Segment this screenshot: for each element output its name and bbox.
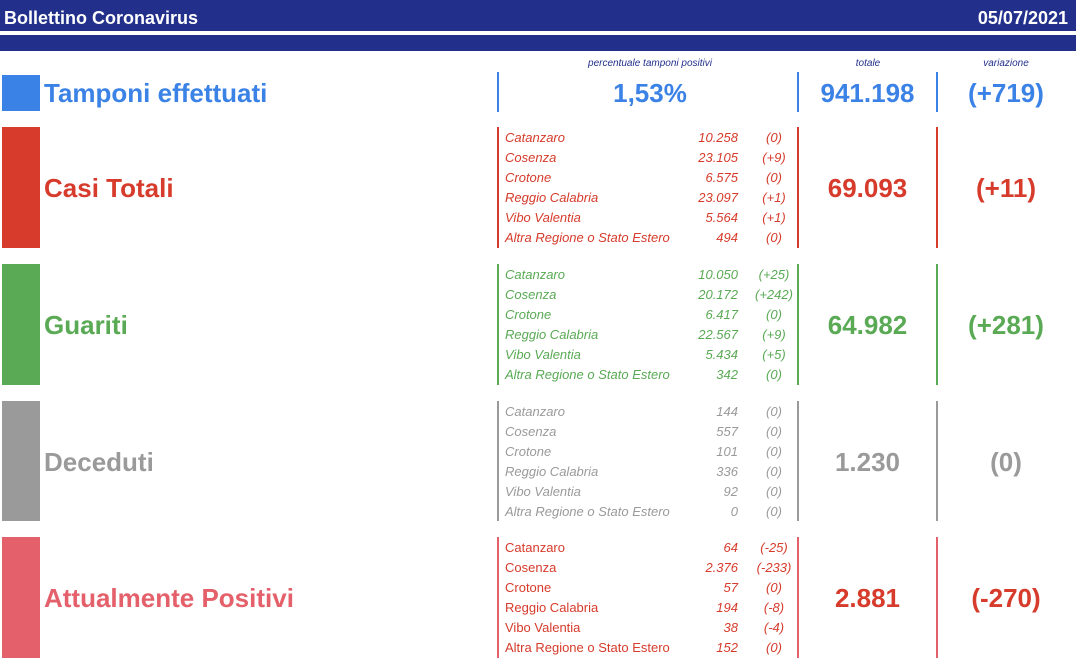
deceduti-total: 1.230 — [834, 447, 901, 477]
list-item — [505, 327, 795, 347]
province-value: 342 — [716, 367, 738, 382]
province-value: 23.105 — [698, 150, 738, 165]
list-item — [505, 210, 795, 230]
province-value: 2.376 — [705, 560, 738, 575]
province-name: Reggio Calabria — [505, 464, 599, 479]
province-name: Altra Regione o Stato Estero — [505, 367, 670, 382]
province-name: Crotone — [505, 580, 552, 595]
province-variation: (+5) — [762, 347, 786, 362]
list-item — [505, 504, 795, 524]
province-value: 194 — [716, 600, 738, 615]
header-divider — [0, 31, 1076, 33]
list-item — [505, 560, 795, 580]
total-column-header: totale — [855, 58, 881, 69]
list-item — [505, 170, 795, 190]
province-name: Altra Regione o Stato Estero — [505, 504, 670, 519]
tamponi-divider-2 — [797, 72, 799, 112]
deceduti-color-swatch — [2, 401, 40, 521]
province-value: 6.575 — [705, 170, 738, 185]
province-name: Cosenza — [505, 424, 557, 439]
province-name: Altra Regione o Stato Estero — [505, 230, 670, 245]
header-bar — [0, 0, 1076, 33]
province-value: 101 — [716, 444, 738, 459]
deceduti-divider-1 — [497, 401, 499, 521]
province-variation: (0) — [766, 367, 782, 382]
province-variation: (0) — [766, 404, 782, 419]
guariti-variation: (+281) — [968, 310, 1044, 340]
province-variation: (0) — [766, 444, 782, 459]
province-name: Vibo Valentia — [505, 210, 581, 225]
list-item — [505, 130, 795, 150]
province-value: 6.417 — [705, 307, 738, 322]
province-variation: (-4) — [763, 620, 785, 635]
province-name: Catanzaro — [505, 404, 565, 419]
province-name: Crotone — [505, 170, 552, 185]
bulletin-title: Bollettino Coronavirus — [4, 8, 199, 28]
guariti-divider-1 — [497, 264, 499, 385]
section-casi-totali — [0, 127, 1076, 248]
section-deceduti — [0, 401, 1076, 521]
tamponi-divider-1 — [497, 72, 499, 112]
casi-variation: (+11) — [976, 173, 1036, 203]
positivi-total: 2.881 — [834, 583, 901, 613]
province-variation: (0) — [766, 640, 782, 655]
list-item — [505, 367, 795, 387]
province-variation: (+9) — [762, 327, 786, 342]
province-value: 5.434 — [705, 347, 738, 362]
province-variation: (-233) — [756, 560, 792, 575]
province-value: 23.097 — [698, 190, 738, 205]
list-item — [505, 580, 795, 600]
percent-column-header: percentuale tamponi positivi — [588, 58, 712, 69]
province-name: Cosenza — [505, 560, 557, 575]
list-item — [505, 190, 795, 210]
casi-label: Casi Totali — [44, 173, 174, 203]
province-name: Vibo Valentia — [505, 484, 581, 499]
province-name: Cosenza — [505, 150, 557, 165]
positivi-color-swatch — [2, 537, 40, 658]
deceduti-divider-3 — [936, 401, 938, 521]
province-name: Crotone — [505, 307, 552, 322]
list-item — [505, 347, 795, 367]
positivi-divider-1 — [497, 537, 499, 658]
province-variation: (0) — [766, 484, 782, 499]
deceduti-divider-2 — [797, 401, 799, 521]
province-variation: (-25) — [760, 540, 788, 555]
province-name: Cosenza — [505, 287, 557, 302]
tamponi-divider-3 — [936, 72, 938, 112]
province-name: Catanzaro — [505, 540, 565, 555]
guariti-color-swatch — [2, 264, 40, 385]
province-value: 557 — [716, 424, 738, 439]
province-name: Reggio Calabria — [505, 190, 599, 205]
tamponi-variation: (+719) — [968, 78, 1044, 108]
list-item — [505, 484, 795, 504]
province-value: 92 — [723, 484, 738, 499]
province-variation: (0) — [766, 504, 782, 519]
province-variation: (0) — [766, 170, 782, 185]
casi-divider-3 — [936, 127, 938, 248]
province-name: Reggio Calabria — [505, 600, 599, 615]
tamponi-percent: 1,53% — [613, 78, 687, 108]
province-variation: (-8) — [763, 600, 785, 615]
province-value: 144 — [716, 404, 738, 419]
section-tamponi — [0, 72, 1076, 112]
province-value: 20.172 — [698, 287, 738, 302]
guariti-total: 64.982 — [827, 310, 908, 340]
province-variation: (+9) — [762, 150, 786, 165]
province-variation: (+25) — [758, 267, 790, 282]
province-variation: (0) — [766, 424, 782, 439]
province-value: 64 — [723, 540, 738, 555]
tamponi-color-swatch — [2, 75, 40, 111]
province-value: 57 — [723, 580, 738, 595]
positivi-label: Attualmente Positivi — [44, 583, 294, 613]
province-variation: (0) — [766, 130, 782, 145]
province-value: 22.567 — [698, 327, 738, 342]
province-value: 152 — [716, 640, 738, 655]
list-item — [505, 540, 795, 560]
deceduti-label: Deceduti — [44, 447, 154, 477]
list-item — [505, 600, 795, 620]
positivi-divider-2 — [797, 537, 799, 658]
section-attualmente-positivi — [0, 537, 1076, 658]
list-item — [505, 464, 795, 484]
list-item — [505, 150, 795, 170]
list-item — [505, 444, 795, 464]
guariti-divider-2 — [797, 264, 799, 385]
casi-divider-1 — [497, 127, 499, 248]
header-subbar — [0, 35, 1076, 51]
list-item — [505, 307, 795, 327]
list-item — [505, 404, 795, 424]
province-value: 0 — [730, 504, 738, 519]
list-item — [505, 267, 795, 287]
bulletin-date: 05/07/2021 — [977, 8, 1068, 28]
province-name: Catanzaro — [505, 267, 565, 282]
province-value: 336 — [716, 464, 738, 479]
list-item — [505, 230, 795, 250]
positivi-variation: (-270) — [971, 583, 1041, 613]
province-variation: (+1) — [762, 210, 786, 225]
province-value: 10.258 — [698, 130, 738, 145]
province-value: 494 — [716, 230, 738, 245]
province-name: Vibo Valentia — [505, 620, 581, 635]
casi-color-swatch — [2, 127, 40, 248]
province-variation: (0) — [766, 580, 782, 595]
province-variation: (+242) — [755, 287, 793, 302]
tamponi-total: 941.198 — [820, 78, 915, 108]
province-name: Reggio Calabria — [505, 327, 599, 342]
province-variation: (0) — [766, 230, 782, 245]
variation-column-header: variazione — [983, 58, 1029, 69]
list-item — [505, 287, 795, 307]
province-value: 5.564 — [705, 210, 738, 225]
section-guariti — [0, 264, 1076, 385]
list-item — [505, 620, 795, 640]
province-variation: (0) — [766, 464, 782, 479]
province-name: Vibo Valentia — [505, 347, 581, 362]
tamponi-label: Tamponi effettuati — [44, 78, 268, 108]
province-name: Catanzaro — [505, 130, 565, 145]
deceduti-variation: (0) — [990, 447, 1022, 477]
province-value: 10.050 — [698, 267, 738, 282]
list-item — [505, 640, 795, 660]
guariti-divider-3 — [936, 264, 938, 385]
list-item — [505, 424, 795, 444]
positivi-divider-3 — [936, 537, 938, 658]
province-value: 38 — [723, 620, 738, 635]
province-variation: (+1) — [762, 190, 786, 205]
province-name: Altra Regione o Stato Estero — [505, 640, 670, 655]
casi-total: 69.093 — [827, 173, 908, 203]
guariti-label: Guariti — [44, 310, 128, 340]
province-name: Crotone — [505, 444, 552, 459]
casi-divider-2 — [797, 127, 799, 248]
province-variation: (0) — [766, 307, 782, 322]
